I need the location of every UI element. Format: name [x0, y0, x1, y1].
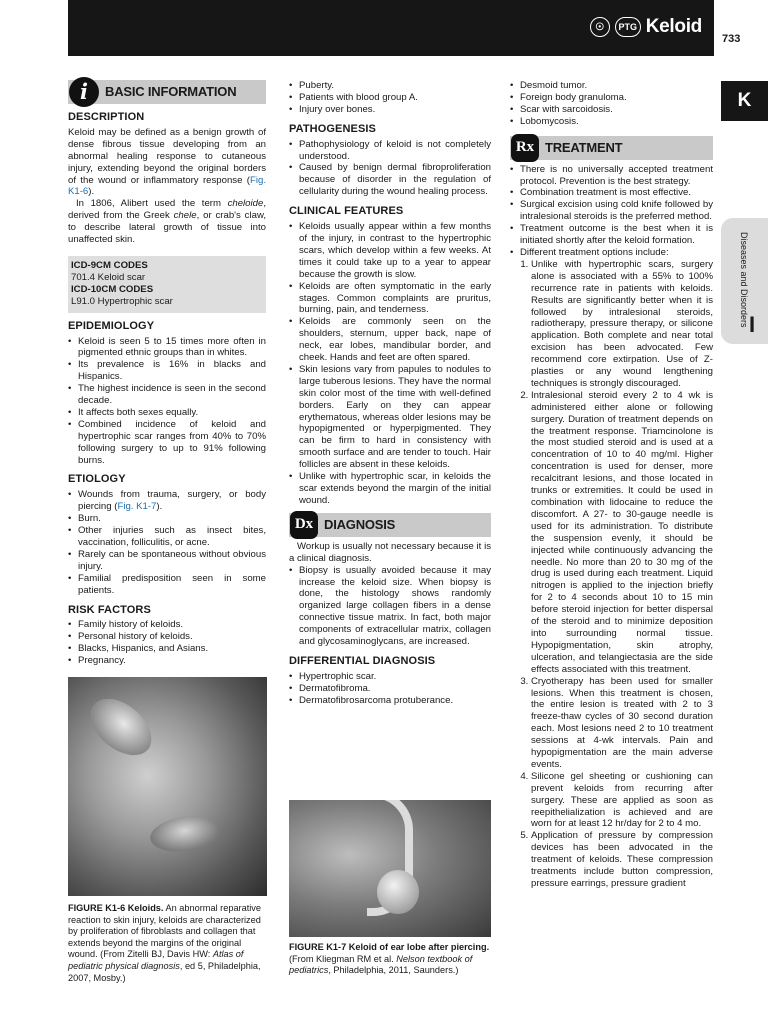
info-icon: i	[69, 77, 99, 107]
publisher-icon: ☉	[590, 17, 610, 37]
icd-codes-box	[68, 256, 266, 313]
pathogenesis-list	[289, 139, 491, 199]
list-item: • Unlike with hypertrophic scar, in keloids the scar extends beyond the margin of the initial wound.	[289, 471, 491, 507]
list-item: • Injury over bones.	[289, 104, 491, 116]
figure-k1-7-caption: FIGURE K1-7 Keloid of ear lobe after piercing. (From Kliegman RM et al. Nelson textbook of pediatrics, Philadelphia, 2011, Saunders.)	[289, 942, 490, 976]
running-header	[68, 0, 714, 56]
list-item: • Pathophysiology of keloid is not completely understood.	[289, 139, 491, 163]
list-item: 2. Intralesional steroid every 2 to 4 wk is administered either alone or following surgery. Duration of treatment depends on the treatment response. Triamcinolone is the most studied steroid and is used at a concentration of 10 to 40 mg/ml. Higher concentration is used for denser, more recalcitrant lesions, and those located in trunks or extremities. It could be used in combination with lidocaine to reduce the discomfort. A 27- to 30-gauge needle is used for its administration. To distribute the suspension evenly, it should be injected while continuously advancing the needle. No more than 20 to 30 mg of the drug is used during each treatment. Liquid nitrogen is applied to the injection briefly for 2 to 4 seconds about 10 to 15 min before steroid injection for better dispersal of the steroid and to minimize deposition into surrounding normal tissue. Hypopigmentation, skin atrophy, ulceration, and telangiectasia are the side effects associated with this treatment.	[531, 390, 713, 676]
treatment-list	[510, 164, 713, 259]
list-item: • Familial predisposition seen in some patients.	[68, 573, 266, 597]
list-item: • Pregnancy.	[68, 655, 266, 667]
keloid-lesion-shape	[148, 812, 222, 855]
list-item: • Wounds from trauma, surgery, or body piercing (Fig. K1-7).	[68, 489, 266, 513]
list-item: • Scar with sarcoidosis.	[510, 104, 713, 116]
list-item: • Dermatofibroma.	[289, 683, 491, 695]
keloid-nodule-shape	[377, 870, 419, 914]
section-side-label: Diseases and Disorders	[739, 232, 749, 328]
history-paragraph: In 1806, Alibert used the term cheloide, derived from the Greek chele, or crab's claw, to describe lateral growth of tissue into unaffected skin.	[68, 198, 267, 246]
treatment-banner	[510, 136, 713, 160]
differential-list	[289, 671, 491, 707]
ptg-badge: PTG	[615, 17, 641, 37]
list-item: • Other injuries such as insect bites, vaccination, folliculitis, or acne.	[68, 525, 266, 549]
list-item: • Different treatment options include:	[510, 247, 713, 259]
header-brand	[590, 16, 702, 38]
figure-k1-6-caption: FIGURE K1-6 Keloids. An abnormal reparative reaction to skin injury, keloids are characterized by proliferation of fibroblasts and collagen that extends beyond the margins of the original wound. (From Zitelli BJ, Davis HW: Atlas of pediatric physical diagnosis, ed 5, Philadelphia, 2007, Mosby.)	[68, 903, 262, 983]
etiology-list	[68, 489, 266, 596]
list-item: • Rarely can be spontaneous without obvious injury.	[68, 549, 266, 573]
list-item: • Surgical excision using cold knife followed by intralesional steroids is the preferred method.	[510, 199, 713, 223]
list-item: • Dermatofibrosarcoma protuberance.	[289, 695, 491, 707]
list-item: 4. Silicone gel sheeting or cushioning can prevent keloids from recurring after surgery. These are applied as soon as reepithelialization is achieved and are worn for at least 12 hr/day for 2 to 4 mo.	[531, 771, 713, 831]
list-item: • Family history of keloids.	[68, 619, 266, 631]
page-title: Keloid	[645, 16, 702, 37]
list-item: • The highest incidence is seen in the second decade.	[68, 383, 266, 407]
keloid-lesion-shape	[80, 688, 162, 767]
banner-title: DIAGNOSIS	[324, 516, 396, 532]
rx-icon: Rx	[511, 134, 539, 162]
list-item: • Skin lesions vary from papules to nodules to large tuberous lesions. They have the normal skin color most of the time with well-defined borders. Early on they can appear erythematous, whereas older lesions may be hypopigmented or hyperpigmented. They can be firm to hard in consistency with smooth surface and are tender to touch. Hair follicles are absent in these keloids.	[289, 364, 491, 471]
figure-link[interactable]: Fig. K1-7	[117, 501, 157, 513]
list-item: • Patients with blood group A.	[289, 92, 491, 104]
diagnosis-intro: Workup is usually not necessary because it is a clinical diagnosis.	[289, 540, 491, 564]
list-item: 3. Cryotherapy has been used for smaller lesions. When this treatment is chosen, the entire lesion is treated with 2 to 3 freeze-thaw cycles of 30 second duration each. Most lesions need 2 to 10 treatment sessions at 4-wk intervals. Pain and hypopigmentation are the main adverse events.	[531, 676, 713, 771]
figure-k1-6-image	[68, 677, 267, 896]
list-item: 1. Unlike with hypertrophic scars, surgery alone is associated with a 55% to 100% recurrence rate in patients with keloids. Results are significantly better when it is followed by intralesional steroids, radiotherapy, pressure therapy, or silicone application. Both complete and near total excision has been advocated. Few recommend core extirpation. Use of Z-plasties or any wound lengthening techniques is strongly discouraged.	[531, 259, 713, 390]
icd10-heading: ICD-10CM CODES	[71, 283, 154, 295]
list-item: • Treatment outcome is the best when it is initiated shortly after the keloid formation.	[510, 223, 713, 247]
list-item: • It affects both sexes equally.	[68, 407, 266, 419]
list-item: • Lobomycosis.	[510, 116, 713, 128]
list-item: • Blacks, Hispanics, and Asians.	[68, 643, 266, 655]
list-item: • Personal history of keloids.	[68, 631, 266, 643]
dx-icon: Dx	[290, 511, 318, 539]
figure-link[interactable]: Fig. K1-6	[68, 174, 266, 198]
risk-factors-list-continued	[289, 80, 491, 116]
list-item: • Keloid is seen 5 to 15 times more often in pigmented ethnic groups than in whites.	[68, 336, 266, 360]
icd9-heading: ICD-9CM CODES	[71, 259, 148, 271]
list-item: • Its prevalence is 16% in blacks and Hispanics.	[68, 359, 266, 383]
banner-title: BASIC INFORMATION	[105, 84, 237, 100]
list-item: • Combination treatment is most effective.	[510, 187, 713, 199]
column-2	[289, 80, 491, 707]
list-item: • Desmoid tumor.	[510, 80, 713, 92]
list-item: • Keloids are commonly seen on the shoulders, sternum, upper back, nape of neck, ear lobes, mandibular border, and cheek. Hands and feet are often spared.	[289, 316, 491, 364]
section-roman-numeral: I	[749, 312, 756, 337]
icd10-code: L91.0 Hypertrophic scar	[71, 295, 173, 307]
clinical-features-list	[289, 221, 491, 507]
differential-list-continued	[510, 80, 713, 128]
banner-title: TREATMENT	[545, 139, 623, 155]
section-letter-tab: K	[721, 81, 768, 121]
basic-information-banner	[68, 80, 266, 104]
list-item: • Biopsy is usually avoided because it may increase the keloid size. When biopsy is done, the histology shows randomly organized large collagen fibers in a dense connective tissue matrix. In fact, both major components of extracellular matrix, collagen and glycosaminoglycans, are increased.	[289, 565, 491, 648]
column-3	[510, 80, 713, 890]
section-heading-risk-factors: RISK FACTORS	[68, 603, 151, 616]
list-item: 5. Application of pressure by compression devices has been advocated in the treatment of keloids. These compression treatments include button compression, pressure earrings, pressure gradient	[531, 830, 713, 890]
section-heading-differential-diagnosis: DIFFERENTIAL DIAGNOSIS	[289, 654, 436, 667]
page-number: 733	[722, 33, 741, 45]
column-1	[68, 80, 266, 667]
list-item: • Caused by benign dermal fibroproliferation because of disorder in the regulation of cellularity during the wound healing process.	[289, 162, 491, 198]
treatment-options-list	[510, 259, 713, 890]
list-item: • Burn.	[68, 513, 266, 525]
diagnosis-banner	[289, 513, 491, 537]
list-item: • Hypertrophic scar.	[289, 671, 491, 683]
list-item: • Puberty.	[289, 80, 491, 92]
section-side-tab	[721, 218, 768, 344]
list-item: • Keloids usually appear within a few months of the injury, in contrast to the hypertrophic scars, which develop within a few weeks. At times it could take up to a year to appear because the growth is slow.	[289, 221, 491, 281]
risk-factors-list	[68, 619, 266, 667]
description-paragraph: Keloid may be defined as a benign growth of dense fibrous tissue developing from an abnormal healing response to cutaneous injury, extending beyond the original borders of the wound or inflammatory response (Fig. K1-6).	[68, 126, 266, 198]
section-heading-clinical-features: CLINICAL FEATURES	[289, 205, 404, 218]
section-heading-epidemiology: EPIDEMIOLOGY	[68, 319, 155, 332]
epidemiology-list	[68, 336, 266, 467]
list-item: • Foreign body granuloma.	[510, 92, 713, 104]
list-item: • Combined incidence of keloid and hypertrophic scar ranges from 40% to 70% following surgery to up to 91% following burns.	[68, 419, 266, 467]
section-heading-pathogenesis: PATHOGENESIS	[289, 122, 376, 135]
section-heading-etiology: ETIOLOGY	[68, 473, 126, 486]
section-heading-description: DESCRIPTION	[68, 111, 145, 123]
icd9-code: 701.4 Keloid scar	[71, 271, 146, 283]
figure-k1-7-image	[289, 800, 491, 937]
list-item: • There is no universally accepted treatment protocol. Prevention is the best strategy.	[510, 164, 713, 188]
list-item: • Keloids are often symptomatic in the early stages. Common complaints are pruritus, burning, pain, and tenderness.	[289, 281, 491, 317]
diagnosis-list	[289, 565, 491, 648]
